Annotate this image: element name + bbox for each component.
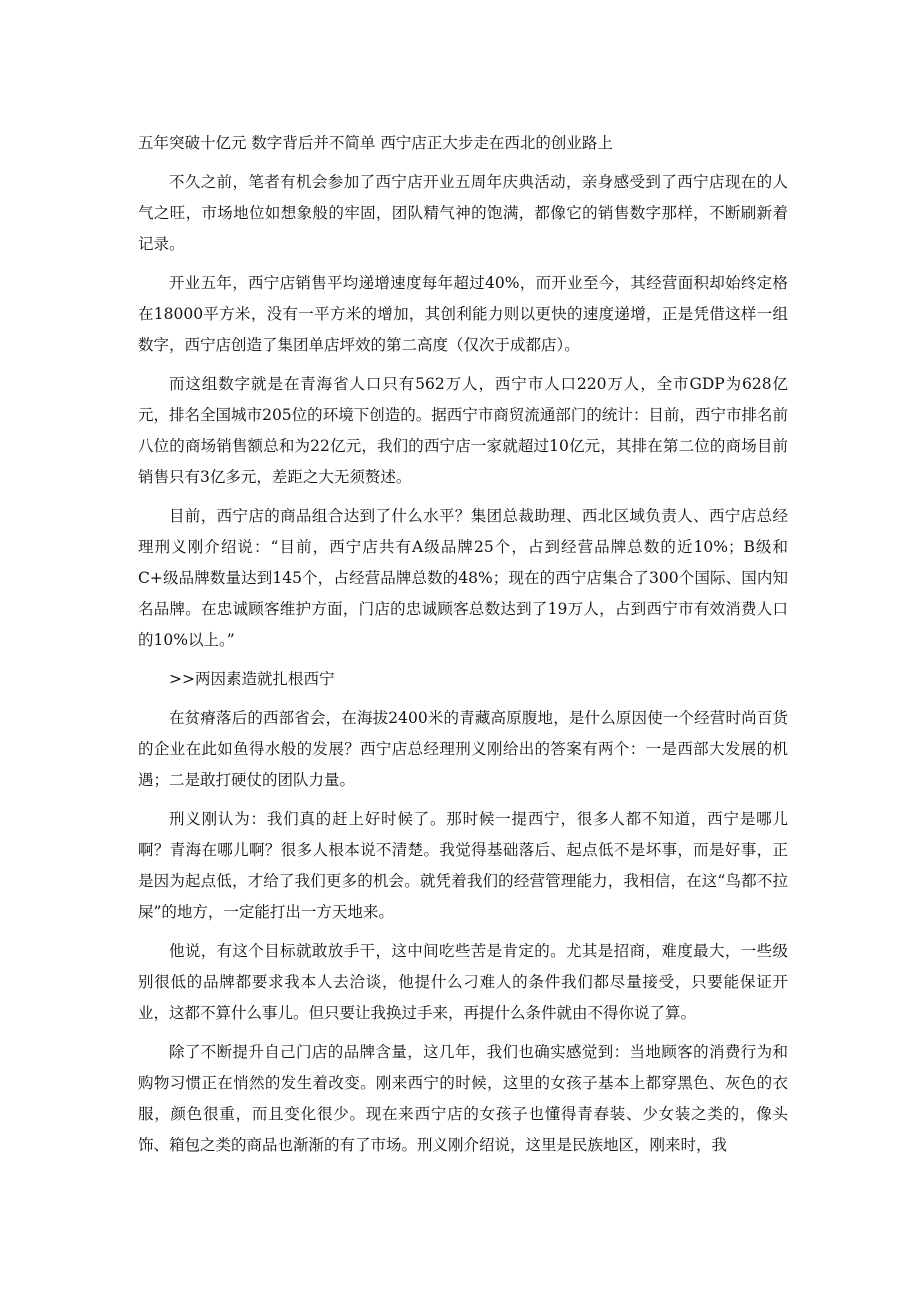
paragraph-4: 目前，西宁店的商品组合达到了什么水平？集团总裁助理、西北区域负责人、西宁店总经理刑义刚介绍说：“目前，西宁店共有A级品牌25个，占到经营品牌总数的近10%；B级和C+级品牌数量达到145个，占经营品牌总数的48%；现在的西宁店集合了300个国际、国内知名品牌。在忠诚顾客维护方面，门店的忠诚顾客总数达到了19万人，占到西宁市有效消费人口的10%以上。”	[138, 507, 788, 649]
paragraph-6: 刑义刚认为：我们真的赶上好时候了。那时候一提西宁，很多人都不知道，西宁是哪儿啊？青海在哪儿啊？很多人根本说不清楚。我觉得基础落后、起点低不是坏事，而是好事，正是因为起点低，才给了我们更多的机会。就凭着我们的经营管理能力，我相信，在这“鸟都不拉屎”的地方，一定能打出一方天地来。	[138, 810, 788, 921]
article-title: 五年突破十亿元 数字背后并不简单 西宁店正大步走在西北的创业路上	[138, 134, 613, 152]
paragraph-8: 除了不断提升自己门店的品牌含量，这几年，我们也确实感觉到：当地顾客的消费行为和购物习惯正在悄然的发生着改变。刚来西宁的时候，这里的女孩子基本上都穿黑色、灰色的衣服，颜色很重，而且变化很少。现在来西宁店的女孩子也懂得青春装、少女装之类的，像头饰、箱包之类的商品也渐渐的有了市场。刑义刚介绍说，这里是民族地区，刚来时，我	[138, 1043, 788, 1154]
article-body	[138, 128, 788, 1169]
paragraph-5: 在贫瘠落后的西部省会，在海拔2400米的青藏高原腹地，是什么原因使一个经营时尚百货的企业在此如鱼得水般的发展？西宁店总经理刑义刚给出的答案有两个：一是西部大发展的机遇；二是敢打硬仗的团队力量。	[138, 709, 788, 789]
paragraph-2: 开业五年，西宁店销售平均递增速度每年超过40%，而开业至今，其经营面积却始终定格在18000平方米，没有一平方米的增加，其创利能力则以更快的速度递增，正是凭借这样一组数字，西宁店创造了集团单店坪效的第二高度（仅次于成都店）。	[138, 274, 788, 354]
paragraph-3: 而这组数字就是在青海省人口只有562万人，西宁市人口220万人，全市GDP为628亿元，排名全国城市205位的环境下创造的。据西宁市商贸流通部门的统计：目前，西宁市排名前八位的商场销售额总和为22亿元，我们的西宁店一家就超过10亿元，其排在第二位的商场目前销售只有3亿多元，差距之大无须赘述。	[138, 375, 788, 486]
paragraph-7: 他说，有这个目标就敢放手干，这中间吃些苦是肯定的。尤其是招商，难度最大，一些级别很低的品牌都要求我本人去洽谈，他提什么刁难人的条件我们都尽量接受，只要能保证开业，这都不算什么事儿。但只要让我换过手来，再提什么条件就由不得你说了算。	[138, 942, 788, 1022]
section-heading: >>两因素造就扎根西宁	[169, 670, 335, 688]
paragraph-1: 不久之前，笔者有机会参加了西宁店开业五周年庆典活动，亲身感受到了西宁店现在的人气之旺，市场地位如想象般的牢固，团队精气神的饱满，都像它的销售数字那样，不断刷新着记录。	[138, 173, 788, 253]
